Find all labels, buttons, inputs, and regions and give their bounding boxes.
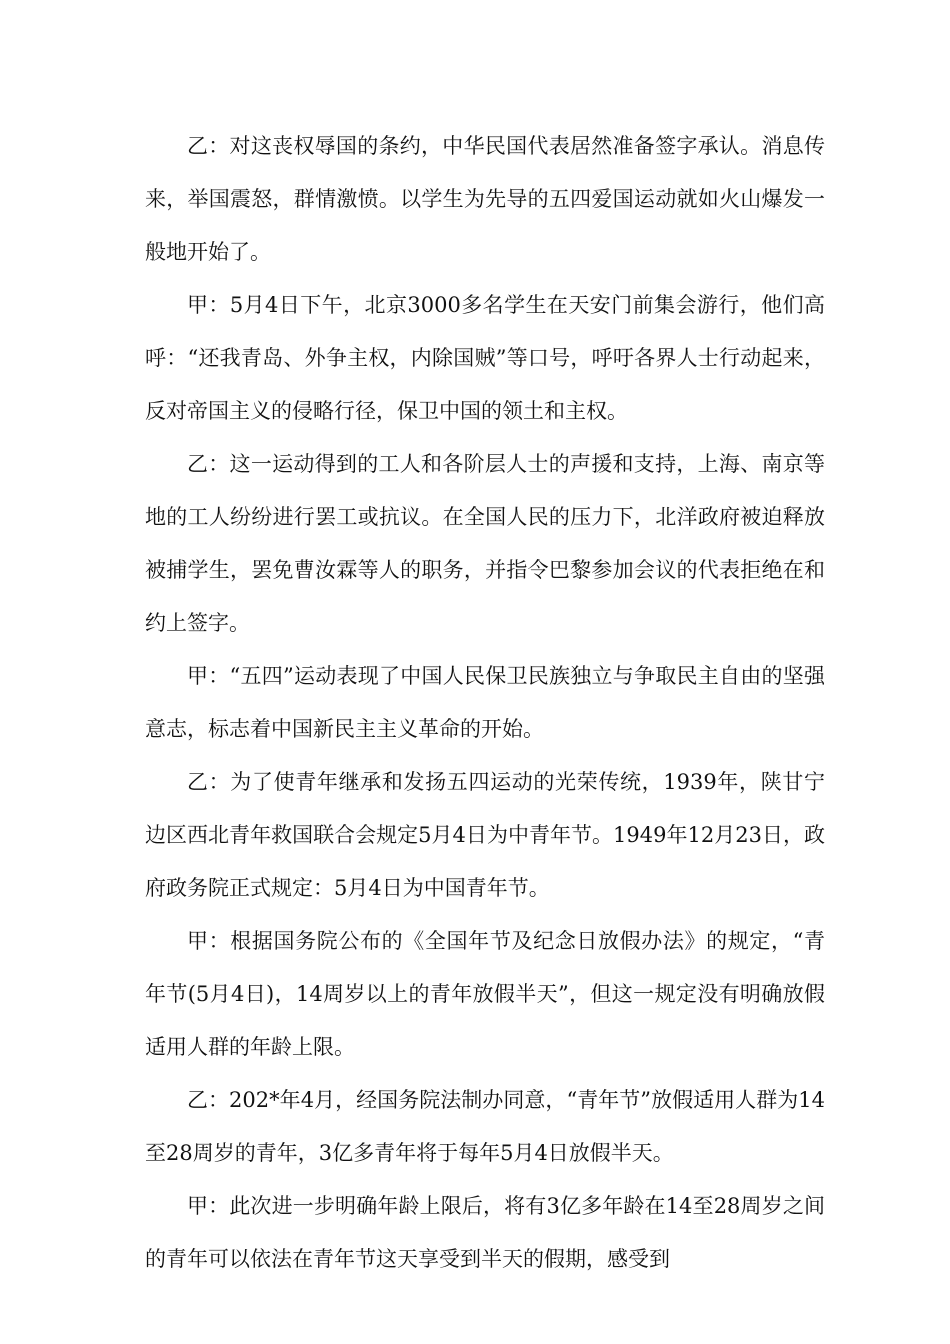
paragraph-6: 甲：根据国务院公布的《全国年节及纪念日放假办法》的规定，“青年节(5月4日)，14周岁以上的青年放假半天”，但这一规定没有明确放假适用人群的年龄上限。 [145,929,825,1059]
paragraph-4: 甲：“五四”运动表现了中国人民保卫民族独立与争取民主自由的坚强意志，标志着中国新民主主义革命的开始。 [145,664,825,741]
paragraph-3: 乙：这一运动得到的工人和各阶层人士的声援和支持，上海、南京等地的工人纷纷进行罢工或抗议。在全国人民的压力下，北洋政府被迫释放被捕学生，罢免曹汝霖等人的职务，并指令巴黎参加会议的代表拒绝在和约上签字。 [145,452,825,635]
document-body [145,120,825,1286]
paragraph-5: 乙：为了使青年继承和发扬五四运动的光荣传统，1939年，陕甘宁边区西北青年救国联合会规定5月4日为中青年节。1949年12月23日，政府政务院正式规定：5月4日为中国青年节。 [145,770,825,900]
paragraph-2: 甲：5月4日下午，北京3000多名学生在天安门前集会游行，他们高呼：“还我青岛、外争主权，内除国贼”等口号，呼吁各界人士行动起来，反对帝国主义的侵略行径，保卫中国的领土和主权。 [145,293,825,423]
paragraph-8: 甲：此次进一步明确年龄上限后，将有3亿多年龄在14至28周岁之间的青年可以依法在青年节这天享受到半天的假期，感受到 [145,1194,825,1271]
paragraph-1: 乙：对这丧权辱国的条约，中华民国代表居然准备签字承认。消息传来，举国震怒，群情激愤。以学生为先导的五四爱国运动就如火山爆发一般地开始了。 [145,134,825,264]
paragraph-7: 乙：202*年4月，经国务院法制办同意，“青年节”放假适用人群为14至28周岁的青年，3亿多青年将于每年5月4日放假半天。 [145,1088,825,1165]
